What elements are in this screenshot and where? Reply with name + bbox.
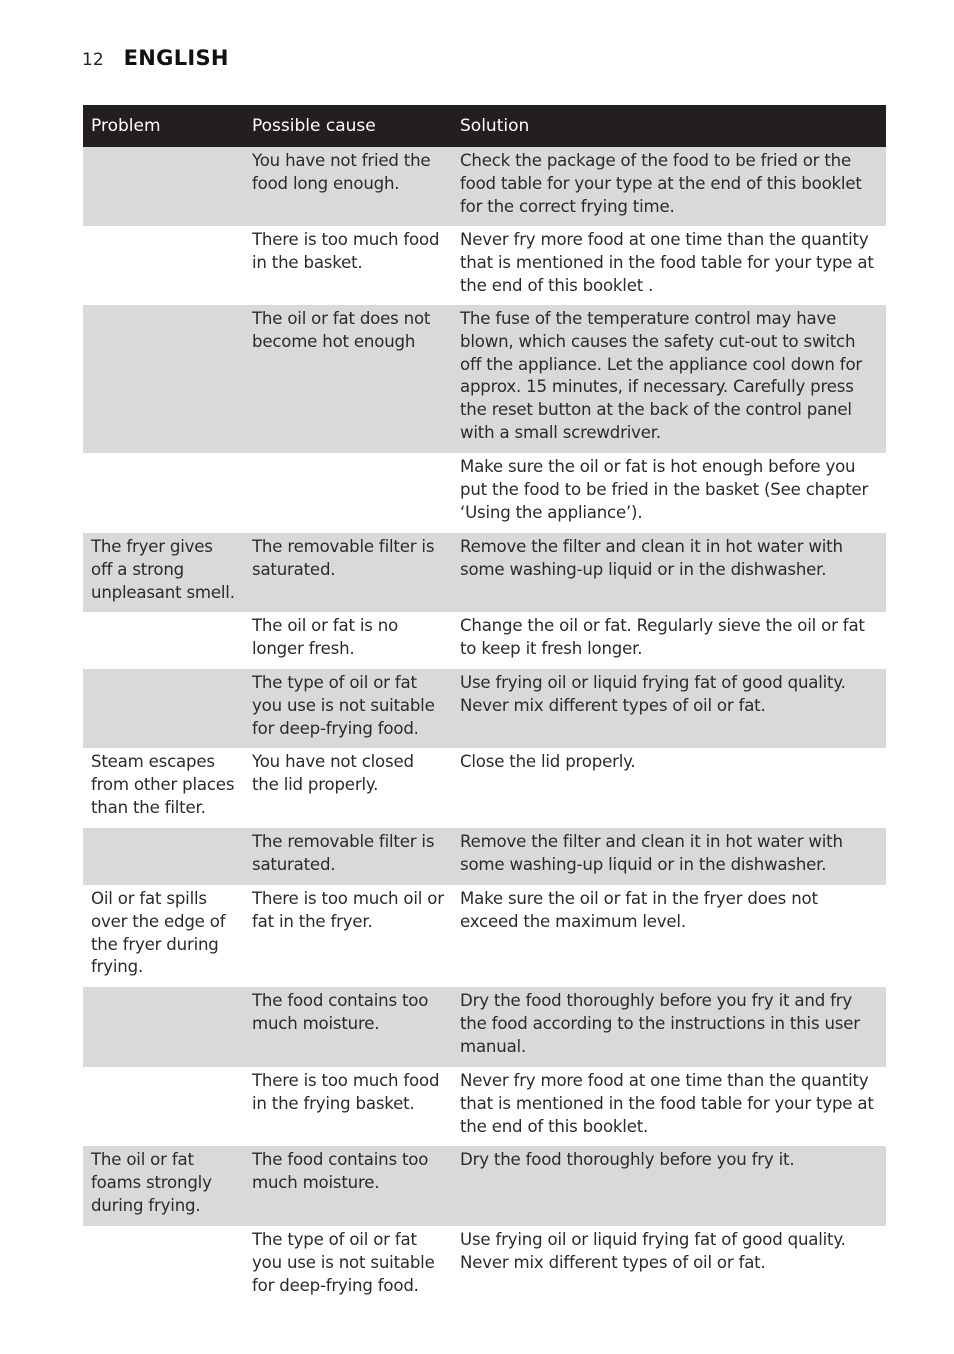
table-body [83, 147, 886, 1306]
cause-cell: The type of oil or fat you use is not suitable for deep-frying food. [244, 669, 452, 748]
solution-cell: Make sure the oil or fat is hot enough before you put the food to be fried in the basket (See chapter ‘Using the appliance’). [460, 457, 869, 522]
table-row [83, 1226, 886, 1306]
table-row [83, 147, 886, 226]
page-number: 12 [82, 50, 104, 70]
cause-cell: There is too much food in the frying basket. [252, 1071, 440, 1113]
solution-cell: Remove the filter and clean it in hot water with some washing-up liquid or in the dishwasher. [452, 533, 886, 612]
troubleshooting-table [83, 105, 886, 1306]
table-row [83, 533, 886, 612]
cause-cell: The removable filter is saturated. [244, 828, 452, 885]
table-row [83, 1067, 886, 1146]
solution-cell: Check the package of the food to be fried or the food table for your type at the end of this booklet for the correct frying time. [452, 147, 886, 226]
table-row [83, 305, 886, 453]
table-row [83, 453, 886, 533]
table-row [83, 885, 886, 987]
cause-cell [244, 453, 452, 533]
problem-cell [83, 226, 244, 305]
table-row [83, 987, 886, 1067]
table-row [83, 1146, 886, 1226]
problem-cell [83, 1226, 244, 1306]
section-language-title: ENGLISH [123, 46, 229, 70]
cause-cell: The type of oil or fat you use is not suitable for deep-frying food. [252, 1230, 435, 1295]
problem-cell [83, 1067, 244, 1146]
problem-cell [83, 612, 244, 669]
solution-cell: Dry the food thoroughly before you fry it and fry the food according to the instructions in this user manual. [452, 987, 886, 1067]
problem-cell [83, 147, 244, 226]
problem-cell [83, 453, 244, 533]
column-header-solution: Solution [452, 105, 886, 147]
solution-cell: Dry the food thoroughly before you fry it. [452, 1146, 886, 1226]
cause-cell: The removable filter is saturated. [244, 533, 452, 612]
problem-cell: Oil or fat spills over the edge of the fryer during frying. [91, 889, 226, 977]
problem-cell: The fryer gives off a strong unpleasant smell. [83, 533, 244, 612]
problem-cell [83, 669, 244, 748]
table-row [83, 612, 886, 669]
solution-cell: Use frying oil or liquid frying fat of good quality. Never mix different types of oil or fat. [452, 669, 886, 748]
solution-cell: Remove the filter and clean it in hot water with some washing-up liquid or in the dishwasher. [452, 828, 886, 885]
page-header [82, 46, 229, 70]
solution-cell: Use frying oil or liquid frying fat of good quality. Never mix different types of oil or fat. [460, 1230, 846, 1272]
problem-cell: The oil or fat foams strongly during frying. [83, 1146, 244, 1226]
column-header-problem: Problem [83, 105, 244, 147]
cause-cell: The food contains too much moisture. [244, 987, 452, 1067]
solution-cell: The fuse of the temperature control may have blown, which causes the safety cut-out to switch off the appliance. Let the appliance cool down for approx. 15 minutes, if necessary. Carefully press the reset button at the back of the control panel with a small screwdriver. [452, 305, 886, 453]
table-header-row [83, 105, 886, 147]
solution-cell: Change the oil or fat. Regularly sieve the oil or fat to keep it fresh longer. [460, 616, 865, 658]
solution-cell: Close the lid properly. [460, 752, 636, 771]
table-row [83, 748, 886, 828]
cause-cell: You have not closed the lid properly. [252, 752, 414, 794]
problem-cell: Steam escapes from other places than the filter. [91, 752, 235, 817]
table-row [83, 226, 886, 305]
column-header-possible-cause: Possible cause [244, 105, 452, 147]
cause-cell: You have not fried the food long enough. [244, 147, 452, 226]
table-row [83, 669, 886, 748]
solution-cell: Make sure the oil or fat in the fryer does not exceed the maximum level. [460, 889, 818, 931]
cause-cell: There is too much food in the basket. [252, 230, 440, 272]
solution-cell: Never fry more food at one time than the quantity that is mentioned in the food table for your type at the end of this booklet. [460, 1071, 874, 1136]
table-row [83, 828, 886, 885]
problem-cell [83, 828, 244, 885]
cause-cell: The oil or fat is no longer fresh. [252, 616, 399, 658]
problem-cell [83, 987, 244, 1067]
cause-cell: The food contains too much moisture. [244, 1146, 452, 1226]
solution-cell: Never fry more food at one time than the quantity that is mentioned in the food table for your type at the end of this booklet . [460, 230, 874, 295]
cause-cell: The oil or fat does not become hot enough [244, 305, 452, 453]
problem-cell [83, 305, 244, 453]
cause-cell: There is too much oil or fat in the fryer. [252, 889, 444, 931]
